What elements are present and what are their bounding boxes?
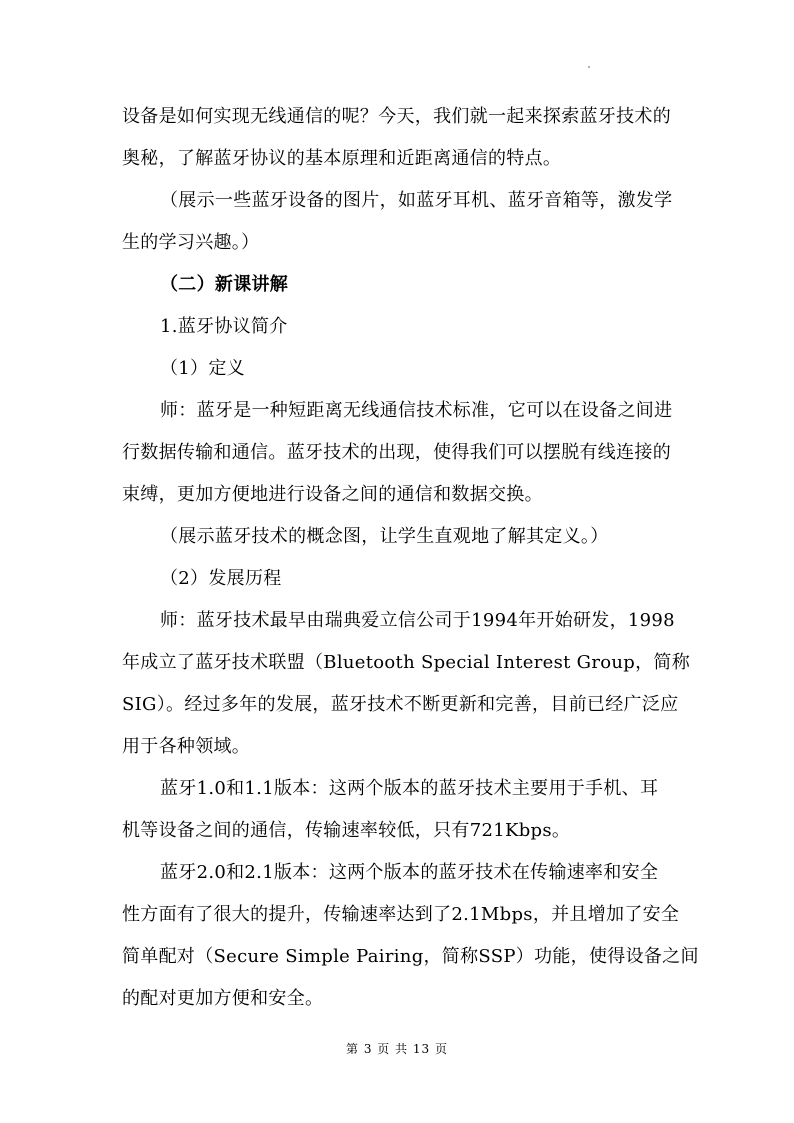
paragraph-line: （展示蓝牙技术的概念图，让学生直观地了解其定义。） [160,526,609,547]
paragraph-line: 行数据传输和通信。蓝牙技术的出现，使得我们可以摆脱有线连接的 [122,442,671,463]
subsection-heading: 1.蓝牙协议简介 [160,316,288,337]
subsection-heading: （2）发展历程 [160,568,282,589]
page-body [122,96,699,1020]
paragraph-line: 蓝牙1.0和1.1版本：这两个版本的蓝牙技术主要用于手机、耳 [160,778,659,799]
corner-mark [588,66,590,68]
section-heading: （二）新课讲解 [160,274,289,295]
paragraph-line: 蓝牙2.0和2.1版本：这两个版本的蓝牙技术在传输速率和安全 [160,862,659,883]
page-number-footer: 第 3 页 共 13 页 [346,1042,448,1056]
paragraph-line: 用于各种领域。 [122,736,251,757]
paragraph-line: 的配对更加方便和安全。 [122,988,324,1009]
paragraph-line: 设备是如何实现无线通信的呢？今天，我们就一起来探索蓝牙技术的 [122,106,671,127]
paragraph-line: 机等设备之间的通信，传输速率较低，只有721Kbps。 [122,820,571,841]
subsection-heading: （1）定义 [160,358,245,379]
paragraph-line: 师：蓝牙是一种短距离无线通信技术标准，它可以在设备之间进 [160,400,673,421]
paragraph-line: 年成立了蓝牙技术联盟（Bluetooth Special Interest Group，简称 [122,652,691,673]
paragraph-line: SIG）。经过多年的发展，蓝牙技术不断更新和完善，目前已经广泛应 [122,694,679,715]
paragraph-line: 简单配对（Secure Simple Pairing，简称SSP）功能，使得设备之间 [122,946,699,967]
paragraph-line: 生的学习兴趣。） [122,232,260,253]
paragraph-line: 师：蓝牙技术最早由瑞典爱立信公司于1994年开始研发，1998 [160,610,675,631]
paragraph-line: 性方面有了很大的提升，传输速率达到了2.1Mbps，并且增加了安全 [122,904,680,925]
paragraph-line: （展示一些蓝牙设备的图片，如蓝牙耳机、蓝牙音箱等，激发学 [160,190,673,211]
paragraph-line: 束缚，更加方便地进行设备之间的通信和数据交换。 [122,484,543,505]
paragraph-line: 奥秘，了解蓝牙协议的基本原理和近距离通信的特点。 [122,148,562,169]
